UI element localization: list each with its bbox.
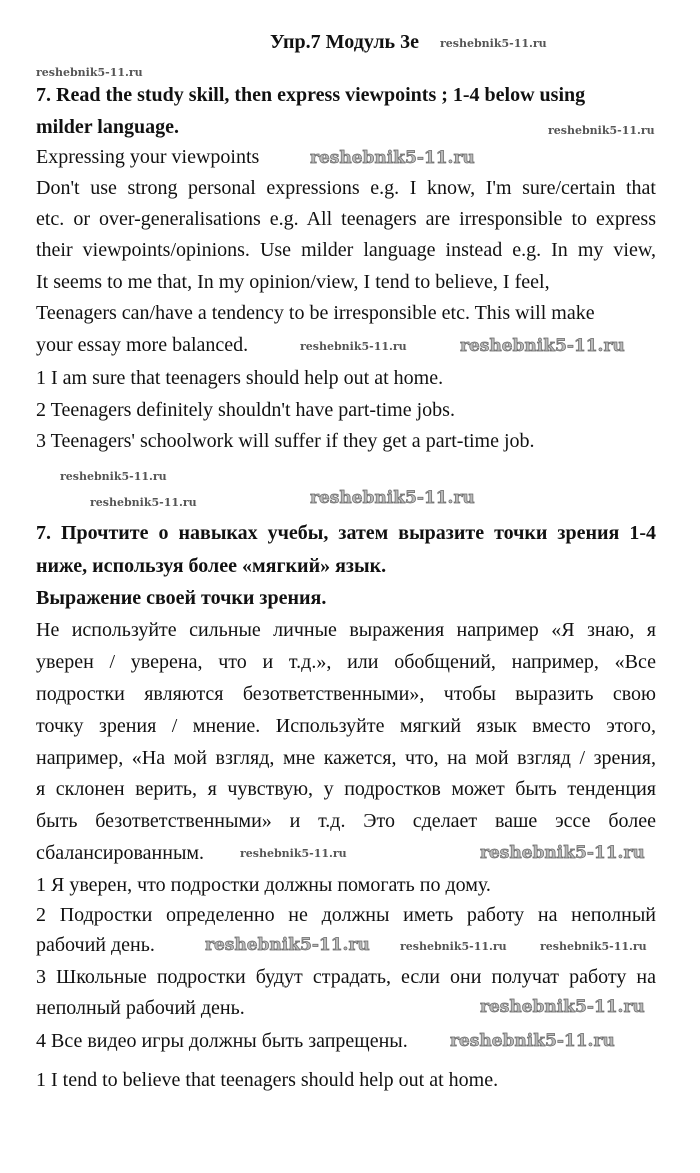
english-item: 1 I am sure that teenagers should help out at home. [36,367,444,389]
english-paragraph-line: Don't use strong personal expressions e.g. I know, I'm sure/certain that [36,177,656,199]
russian-item: 1 Я уверен, что подростки должны помогать по дому. [36,874,491,896]
english-heading-line: milder language. [36,116,179,138]
russian-heading-line: ниже, используя более «мягкий» язык. [36,555,387,577]
watermark: reshebnik5-11.ru [240,847,347,860]
russian-paragraph-line: точку зрения / мнение. Используйте мягкий язык вместо этого, [36,715,656,737]
watermark: reshebnik5-11.ru [480,997,645,1017]
russian-item: рабочий день. [36,934,155,956]
russian-paragraph-line: быть безответственными» и т.д. Это сделает ваше эссе более [36,810,656,832]
english-paragraph-line: It seems to me that, In my opinion/view, I tend to believe, I feel, [36,271,550,293]
watermark: reshebnik5-11.ru [460,336,625,356]
watermark: reshebnik5-11.ru [400,940,507,953]
watermark: reshebnik5-11.ru [90,496,197,509]
english-paragraph-line: etc. or over-generalisations e.g. All teenagers are irresponsible to express [36,208,656,230]
watermark: reshebnik5-11.ru [60,470,167,483]
russian-paragraph-line: сбалансированным. [36,842,205,864]
english-item: 2 Teenagers definitely shouldn't have part-time jobs. [36,399,455,421]
russian-heading-line: 7. Прочтите о навыках учебы, затем выразите точки зрения 1-4 [36,522,656,544]
answer-item: 1 I tend to believe that teenagers should help out at home. [36,1069,499,1091]
russian-item: 3 Школьные подростки будут страдать, если они получат работу на [36,966,656,988]
russian-paragraph-line: например, «На мой взгляд, мне кажется, что, на мой взгляд / зрения, [36,747,656,769]
russian-item: 4 Все видео игры должны быть запрещены. [36,1030,408,1052]
watermark: reshebnik5-11.ru [480,843,645,863]
russian-paragraph-line: подростки являются безответственными», чтобы выразить свою [36,683,656,705]
english-heading-line: 7. Read the study skill, then express viewpoints ; 1-4 below using [36,84,586,106]
watermark: reshebnik5-11.ru [450,1031,615,1051]
watermark: reshebnik5-11.ru [548,124,655,137]
watermark: reshebnik5-11.ru [300,340,407,353]
watermark: reshebnik5-11.ru [205,935,370,955]
russian-paragraph-line: я склонен верить, я чувствую, у подростков может быть тенденция [36,778,656,800]
page-title: Упр.7 Модуль 3е [270,31,420,53]
russian-subheading: Выражение своей точки зрения. [36,587,327,609]
russian-paragraph-line: уверен / уверена, что и т.д.», или обобщений, например, «Все [36,651,656,673]
english-subheading: Expressing your viewpoints [36,146,260,168]
russian-paragraph-line: Не используйте сильные личные выражения например «Я знаю, я [36,619,656,641]
watermark: reshebnik5-11.ru [440,37,547,50]
russian-item: неполный рабочий день. [36,997,245,1019]
english-item: 3 Teenagers' schoolwork will suffer if they get a part-time job. [36,430,535,452]
english-paragraph-line: Teenagers can/have a tendency to be irresponsible etc. This will make [36,302,595,324]
watermark: reshebnik5-11.ru [310,488,475,508]
watermark: reshebnik5-11.ru [540,940,647,953]
russian-item: 2 Подростки определенно не должны иметь работу на неполный [36,904,656,926]
english-paragraph-line: their viewpoints/opinions. Use milder language instead e.g. In my view, [36,239,656,261]
watermark: reshebnik5-11.ru [310,148,475,168]
english-paragraph-line: your essay more balanced. [36,334,249,356]
watermark: reshebnik5-11.ru [36,66,143,79]
